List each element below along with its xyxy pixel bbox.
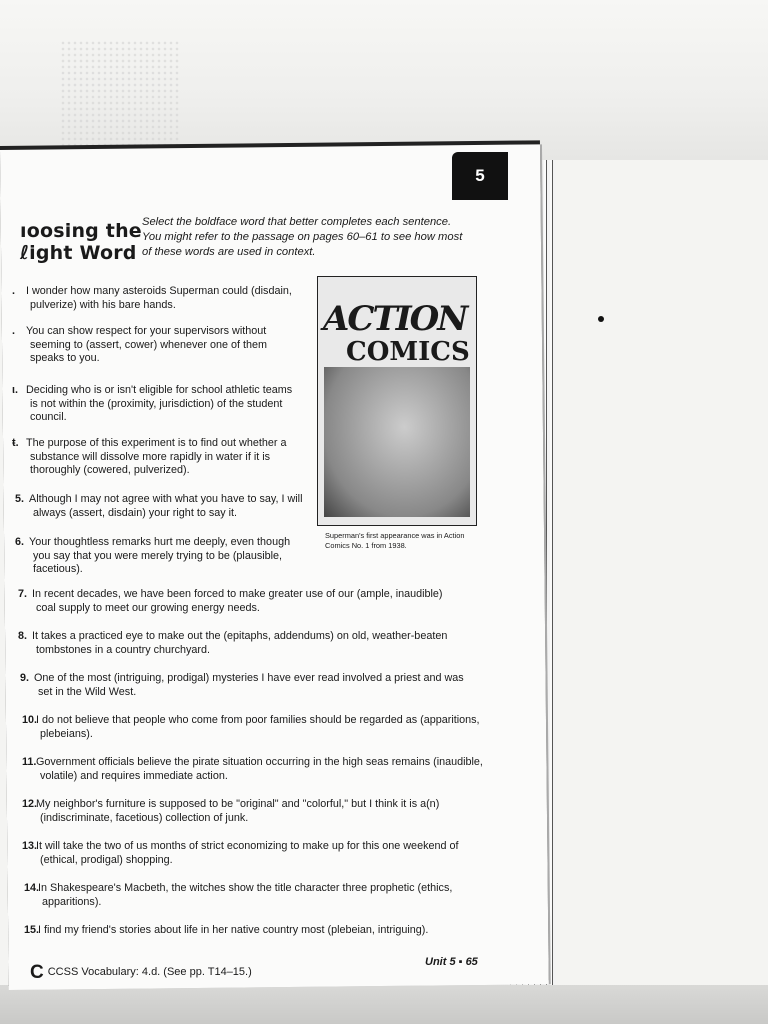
question-9: 9. One of the most (intriguing, prodigal) mysteries I have ever read involved a priest and was set in the Wild West.: [20, 672, 464, 698]
ccss-logo-icon: C: [30, 962, 44, 983]
scan-speck: [598, 316, 604, 322]
question-12: 12.My neighbor's furniture is supposed to be "original" and "colorful," but I think it is a(n) (indiscriminate, facetious) collection of junk.: [22, 798, 440, 824]
scan-background-top: [0, 0, 768, 160]
ccss-footer: CCCSS Vocabulary: 4.d. (See pp. T14–15.): [30, 962, 252, 983]
question-15: 15.I find my friend's stories about life in her native country most (plebeian, intriguing).: [24, 924, 429, 936]
comic-title-comics: COMICS: [346, 337, 470, 367]
question-3: ι. Deciding who is or isn't eligible for school athletic teams is not within the (proximity, jurisdiction) of the student council.: [12, 384, 293, 423]
comic-title-action: ACTION: [323, 299, 467, 339]
section-heading: [20, 220, 142, 264]
question-2: . You can show respect for your supervisors without seeming to (assert, cower) whenever one of them speaks to you.: [12, 325, 268, 364]
question-7: 7. In recent decades, we have been forced to make greater use of our (ample, inaudible) coal supply to meet our growing energy needs.: [18, 588, 443, 614]
question-13: 13.It will take the two of us months of strict economizing to make up for this one weekend of (ethical, prodigal) shopping.: [22, 840, 459, 866]
question-11: 11.Government officials believe the pirate situation occurring in the high seas remains (inaudible, volatile) and requires immediate action.: [22, 756, 483, 782]
question-6: 6. Your thoughtless remarks hurt me deeply, even though you say that you were merely trying to be (plausible, facetious).: [15, 536, 291, 575]
question-5: 5. Although I may not agree with what you have to say, I will always (assert, disdain) your right to say it.: [15, 493, 303, 519]
unit-tab: 5: [452, 152, 508, 200]
scan-noise: [60, 40, 180, 150]
question-14: 14.In Shakespeare's Macbeth, the witches show the title character three prophetic (ethics, apparitions).: [24, 882, 453, 908]
comic-cover-image: [317, 276, 477, 526]
comic-illustration: [324, 367, 470, 517]
question-1: . I wonder how many asteroids Superman could (disdain, pulverize) with his bare hands.: [12, 285, 292, 311]
page-number: Unit 5 ▪ 65: [425, 956, 478, 968]
question-10: 10.I do not believe that people who come from poor families should be regarded as (apparitions, plebeians).: [22, 714, 480, 740]
question-4: ŧ. The purpose of this experiment is to find out whether a substance will dissolve more rapidly in water if it is thoroughly (cowered, pulverized).: [12, 437, 287, 476]
heading-line-2: ℓight Word: [20, 242, 137, 264]
scan-background-bottom: [0, 985, 768, 1024]
image-caption: Superman's first appearance was in Action Comics No. 1 from 1938.: [325, 531, 465, 550]
heading-line-1: ıoosing the: [20, 220, 142, 242]
question-8: 8. It takes a practiced eye to make out the (epitaphs, addendums) on old, weather-beaten tombstones in a country churchyard.: [18, 630, 448, 656]
instructions: Select the boldface word that better completes each sentence. You might refer to the passage on pages 60–61 to see how most of these words are used in context.: [142, 216, 463, 258]
